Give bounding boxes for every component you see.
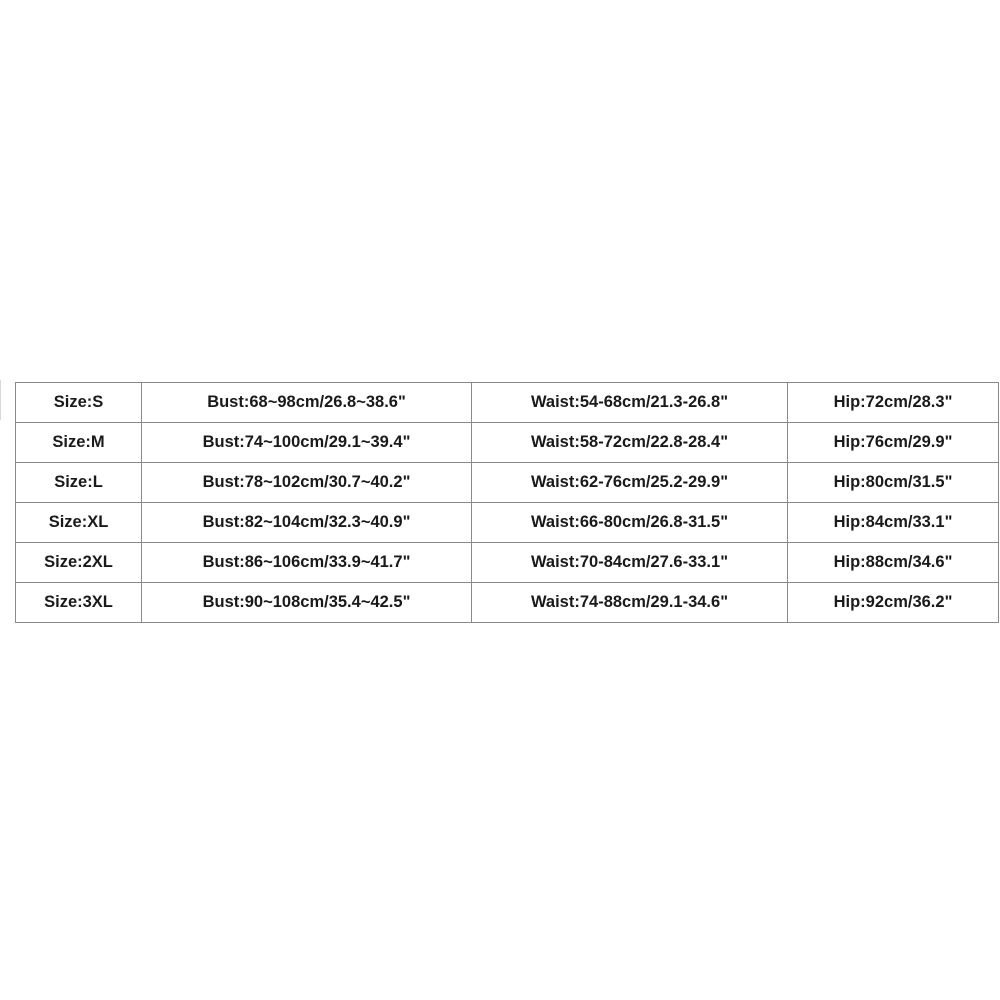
hip-cell: Hip:80cm/31.5" bbox=[788, 463, 999, 503]
bust-cell: Bust:86~106cm/33.9~41.7" bbox=[142, 543, 472, 583]
size-cell: Size:2XL bbox=[16, 543, 142, 583]
size-cell: Size:L bbox=[16, 463, 142, 503]
bust-cell: Bust:68~98cm/26.8~38.6" bbox=[142, 383, 472, 423]
waist-cell: Waist:58-72cm/22.8-28.4" bbox=[472, 423, 788, 463]
hip-cell: Hip:72cm/28.3" bbox=[788, 383, 999, 423]
bust-cell: Bust:74~100cm/29.1~39.4" bbox=[142, 423, 472, 463]
hip-cell: Hip:76cm/29.9" bbox=[788, 423, 999, 463]
table-row bbox=[16, 463, 999, 503]
table-row bbox=[16, 543, 999, 583]
size-cell: Size:S bbox=[16, 383, 142, 423]
waist-cell: Waist:54-68cm/21.3-26.8" bbox=[472, 383, 788, 423]
size-chart-table bbox=[15, 382, 999, 623]
table-row bbox=[16, 383, 999, 423]
hip-cell: Hip:92cm/36.2" bbox=[788, 583, 999, 623]
waist-cell: Waist:62-76cm/25.2-29.9" bbox=[472, 463, 788, 503]
bust-cell: Bust:90~108cm/35.4~42.5" bbox=[142, 583, 472, 623]
size-cell: Size:3XL bbox=[16, 583, 142, 623]
edge-divider bbox=[0, 380, 1, 420]
table-row bbox=[16, 423, 999, 463]
bust-cell: Bust:82~104cm/32.3~40.9" bbox=[142, 503, 472, 543]
table-row bbox=[16, 583, 999, 623]
waist-cell: Waist:66-80cm/26.8-31.5" bbox=[472, 503, 788, 543]
table-row bbox=[16, 503, 999, 543]
waist-cell: Waist:70-84cm/27.6-33.1" bbox=[472, 543, 788, 583]
size-cell: Size:XL bbox=[16, 503, 142, 543]
size-cell: Size:M bbox=[16, 423, 142, 463]
waist-cell: Waist:74-88cm/29.1-34.6" bbox=[472, 583, 788, 623]
hip-cell: Hip:84cm/33.1" bbox=[788, 503, 999, 543]
bust-cell: Bust:78~102cm/30.7~40.2" bbox=[142, 463, 472, 503]
hip-cell: Hip:88cm/34.6" bbox=[788, 543, 999, 583]
